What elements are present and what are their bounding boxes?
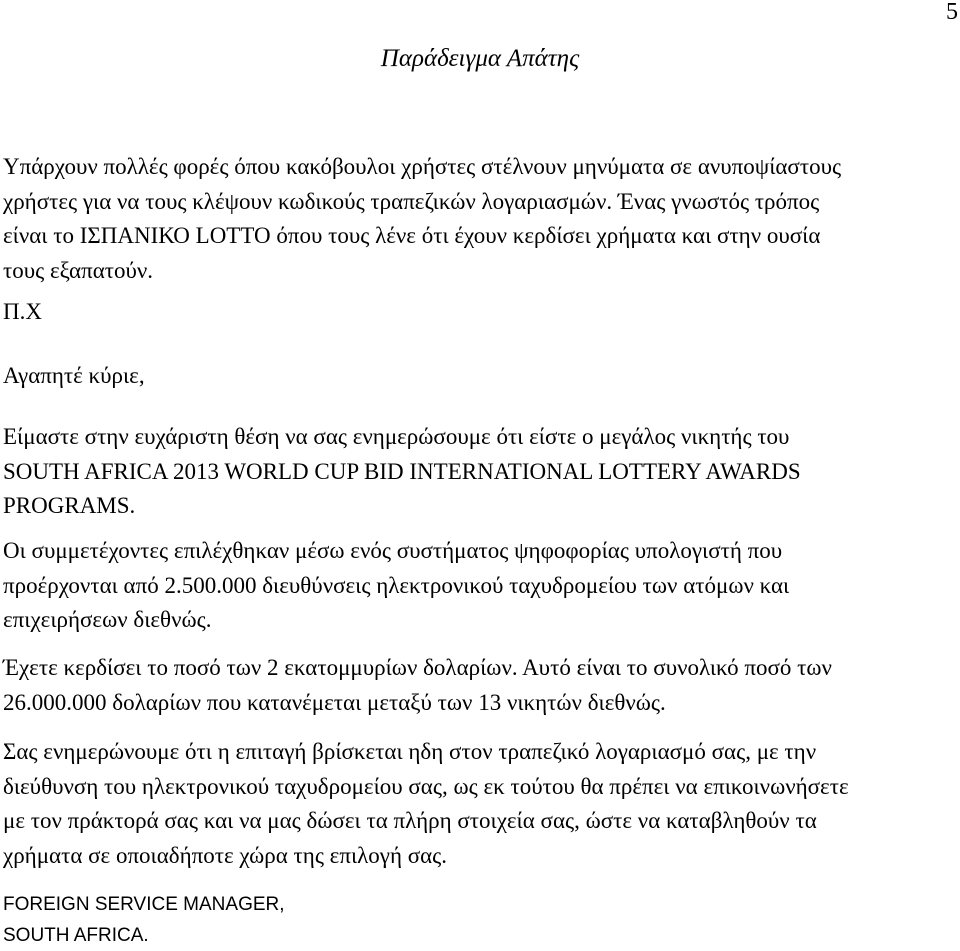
paragraph-line: PROGRAMS. <box>3 493 136 518</box>
salutation: Αγαπητέ κύριε, <box>3 363 145 388</box>
intro-line: Υπάρχουν πολλές φορές όπου κακόβουλοι χρήστες στέλνουν μηνύματα σε ανυποψίαστους <box>3 154 842 179</box>
signature-block <box>3 889 285 951</box>
intro-line: χρήστες για να τους κλέψουν κωδικούς τραπεζικών λογαριασμών. Ένας γνωστός τρόπος <box>3 188 820 214</box>
intro-line: είναι το ΙΣΠΑΝΙΚΟ LOTTO όπου τους λένε ότι έχουν κερδίσει χρήματα και στην ουσία <box>3 223 821 248</box>
selection-paragraph <box>3 534 789 638</box>
paragraph-line: Σας ενημερώνουμε ότι η επιταγή βρίσκεται ηδη στον τραπεζικό λογαριασμό σας, με την <box>3 739 817 764</box>
paragraph-line: Έχετε κερδίσει το ποσό των 2 εκατομμυρίων δολαρίων. Αυτό είναι το συνολικό ποσό των <box>3 655 832 680</box>
paragraph-line: Είμαστε στην ευχάριστη θέση να σας ενημερώσουμε ότι είστε ο μεγάλος νικητής του <box>3 424 790 449</box>
page-number: 5 <box>946 0 958 25</box>
prize-amount-paragraph <box>3 651 832 720</box>
paragraph-line: SOUTH AFRICA 2013 WORLD CUP BID INTERNATIONAL LOTTERY AWARDS <box>3 458 801 484</box>
example-label: Π.Χ <box>3 299 42 324</box>
paragraph-line: χρήματα σε οποιαδήποτε χώρα της επιλογή σας. <box>3 842 448 868</box>
paragraph-line: Οι συμμετέχοντες επιλέχθηκαν μέσω ενός συστήματος ψηφοφορίας υπολογιστή που <box>3 538 783 563</box>
paragraph-line: με τον πράκτορά σας και να μας δώσει τα πλήρη στοιχεία σας, ώστε να καταβληθούν τα <box>3 808 817 833</box>
intro-paragraph <box>3 150 841 288</box>
paragraph-line: προέρχονται από 2.500.000 διευθύνσεις ηλεκτρονικού ταχυδρομείου των ατόμων και <box>3 572 790 598</box>
winner-announcement-paragraph <box>3 420 801 524</box>
intro-line: τους εξαπατούν. <box>3 257 154 283</box>
signature-line: FOREIGN SERVICE MANAGER, <box>3 894 285 915</box>
instructions-paragraph <box>3 735 849 873</box>
document-title: Παράδειγμα Απάτης <box>380 45 580 72</box>
paragraph-line: διεύθυνση του ηλεκτρονικού ταχυδρομείου σας, ως εκ τούτου θα πρέπει να επικοινωνήσετε <box>3 773 849 799</box>
signature-line: SOUTH AFRICA. <box>3 925 149 946</box>
paragraph-line: 26.000.000 δολαρίων που κατανέμεται μεταξύ των 13 νικητών διεθνώς. <box>3 689 666 715</box>
paragraph-line: επιχειρήσεων διεθνώς. <box>3 607 212 632</box>
